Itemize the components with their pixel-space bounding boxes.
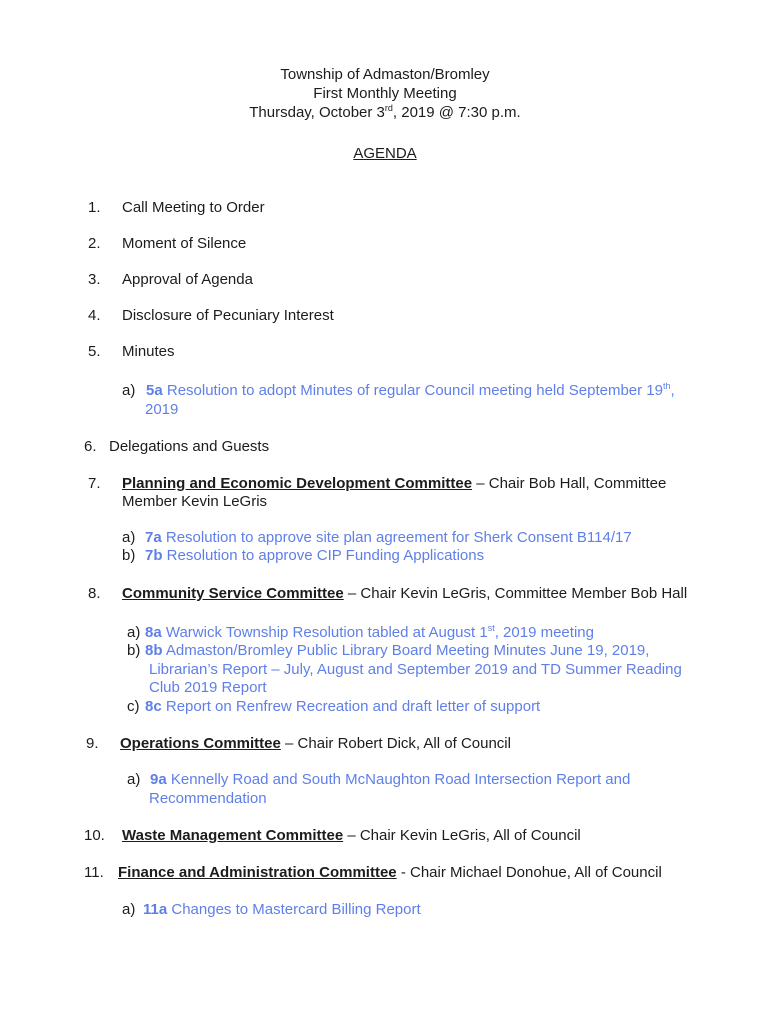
item-planning-committee-continued: Member Kevin LeGris bbox=[122, 493, 268, 510]
sub-item-8b-link[interactable]: 8b Admaston/Bromley Public Library Board Meeting Minutes June 19, 2019, bbox=[145, 642, 650, 659]
item-call-to-order: Call Meeting to Order bbox=[122, 199, 265, 216]
item-number: 9. bbox=[86, 735, 99, 752]
sub-item-letter: b) bbox=[122, 547, 136, 564]
committee-name: Operations Committee bbox=[120, 735, 281, 752]
item-code: 11a bbox=[143, 901, 168, 918]
sub-item-9a-continued[interactable]: Recommendation bbox=[149, 790, 267, 807]
item-code: 8a bbox=[145, 624, 162, 641]
sub-item-9a-link[interactable]: 9a Kennelly Road and South McNaughton Road Intersection Report and bbox=[150, 771, 631, 788]
item-code: 7a bbox=[145, 529, 162, 546]
sub-item-letter: a) bbox=[122, 529, 136, 546]
item-code: 5a bbox=[146, 382, 163, 399]
sub-item-8b-continued[interactable]: Librarian’s Report – July, August and September 2019 and TD Summer Reading bbox=[149, 661, 682, 678]
item-number: 7. bbox=[88, 475, 101, 492]
sub-item-letter: a) bbox=[122, 382, 136, 399]
item-waste-management-committee: Waste Management Committee – Chair Kevin LeGris, All of Council bbox=[122, 827, 581, 844]
item-number: 4. bbox=[88, 307, 101, 324]
item-number: 5. bbox=[88, 343, 101, 360]
item-number: 1. bbox=[88, 199, 101, 216]
sub-item-letter: b) bbox=[127, 642, 141, 659]
sub-item-7b-link[interactable]: 7b Resolution to approve CIP Funding Applications bbox=[145, 547, 485, 564]
committee-name: Finance and Administration Committee bbox=[118, 864, 397, 881]
item-moment-of-silence: Moment of Silence bbox=[122, 235, 247, 252]
sub-item-letter: a) bbox=[122, 901, 136, 918]
item-code: 7b bbox=[145, 547, 163, 564]
item-minutes: Minutes bbox=[122, 343, 175, 360]
meeting-name: First Monthly Meeting bbox=[313, 85, 457, 102]
item-number: 11. bbox=[84, 864, 104, 881]
committee-name: Waste Management Committee bbox=[122, 827, 344, 844]
sub-item-5a-continued[interactable]: 2019 bbox=[145, 401, 179, 418]
sub-item-letter: a) bbox=[127, 624, 141, 641]
item-number: 8. bbox=[88, 585, 101, 602]
committee-name: Community Service Committee bbox=[122, 585, 344, 602]
sub-item-11a-link[interactable]: 11a Changes to Mastercard Billing Report bbox=[143, 901, 421, 918]
item-planning-committee: Planning and Economic Development Committee – Chair Bob Hall, Committee bbox=[122, 475, 667, 492]
sub-item-5a-link[interactable]: 5a Resolution to adopt Minutes of regular Council meeting held September 19th, bbox=[146, 381, 675, 399]
item-number: 10. bbox=[84, 827, 105, 844]
sub-item-7a-link[interactable]: 7a Resolution to approve site plan agreement for Sherk Consent B114/17 bbox=[145, 529, 632, 546]
sub-item-8b-continued[interactable]: Club 2019 Report bbox=[149, 679, 267, 696]
item-code: 8c bbox=[145, 698, 162, 715]
item-code: 8b bbox=[145, 642, 163, 659]
committee-name: Planning and Economic Development Committee bbox=[122, 475, 473, 492]
document-header bbox=[0, 65, 770, 122]
item-pecuniary-interest: Disclosure of Pecuniary Interest bbox=[122, 307, 334, 324]
sub-item-letter: c) bbox=[127, 698, 140, 715]
item-number: 3. bbox=[88, 271, 101, 288]
item-community-service-committee: Community Service Committee – Chair Kevin LeGris, Committee Member Bob Hall bbox=[122, 585, 688, 602]
item-number: 6. bbox=[84, 438, 97, 455]
item-operations-committee: Operations Committee – Chair Robert Dick, All of Council bbox=[120, 735, 511, 752]
sub-item-8c-link[interactable]: 8c Report on Renfrew Recreation and draft letter of support bbox=[145, 698, 541, 715]
agenda-title: AGENDA bbox=[353, 145, 417, 162]
sub-item-letter: a) bbox=[127, 771, 141, 788]
organization-name: Township of Admaston/Bromley bbox=[280, 66, 490, 83]
item-approval-of-agenda: Approval of Agenda bbox=[122, 271, 253, 288]
item-delegations: Delegations and Guests bbox=[109, 438, 270, 455]
meeting-date: Thursday, October 3rd, 2019 @ 7:30 p.m. bbox=[249, 103, 521, 121]
sub-item-8a-link[interactable]: 8a Warwick Township Resolution tabled at August 1st, 2019 meeting bbox=[145, 623, 594, 641]
item-number: 2. bbox=[88, 235, 101, 252]
item-finance-committee: Finance and Administration Committee - Chair Michael Donohue, All of Council bbox=[118, 864, 662, 881]
item-code: 9a bbox=[150, 771, 167, 788]
